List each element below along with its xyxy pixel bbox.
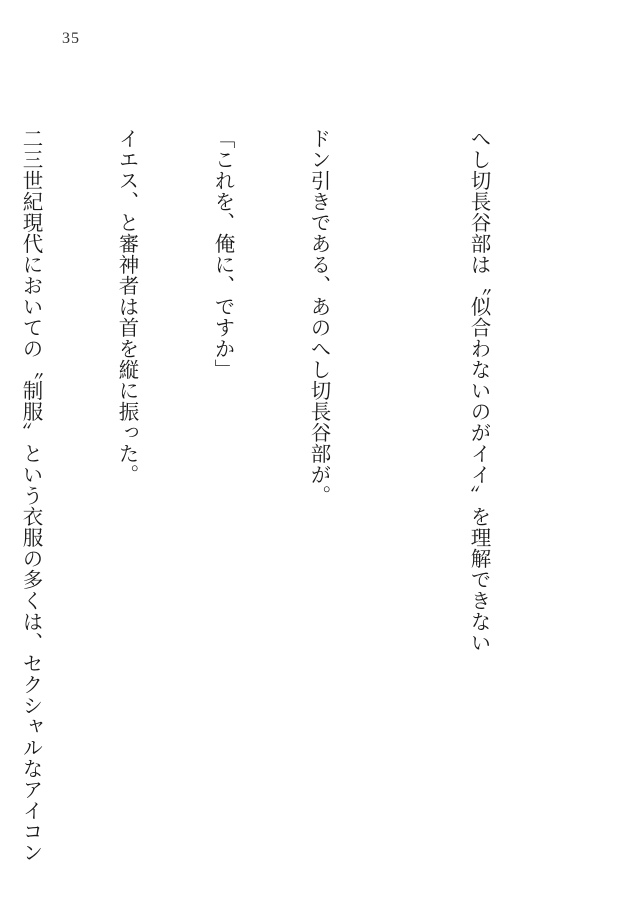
text-line: 二三世紀現代においての〝制服〟という衣服の多くは、セクシャルなアイコン <box>19 128 43 863</box>
text-line: ドン引きである、あのへし切長谷部が。 <box>307 128 331 506</box>
chapter-heading: へし切長谷部は〝似合わないのがイイ〟を理解できない <box>467 128 491 653</box>
vertical-text-body <box>0 128 559 863</box>
page-number: 35 <box>62 30 80 47</box>
text-line: 「これを、俺に、ですか」 <box>211 128 235 380</box>
text-line: イエス、と審神者は首を縦に振った。 <box>115 128 139 485</box>
